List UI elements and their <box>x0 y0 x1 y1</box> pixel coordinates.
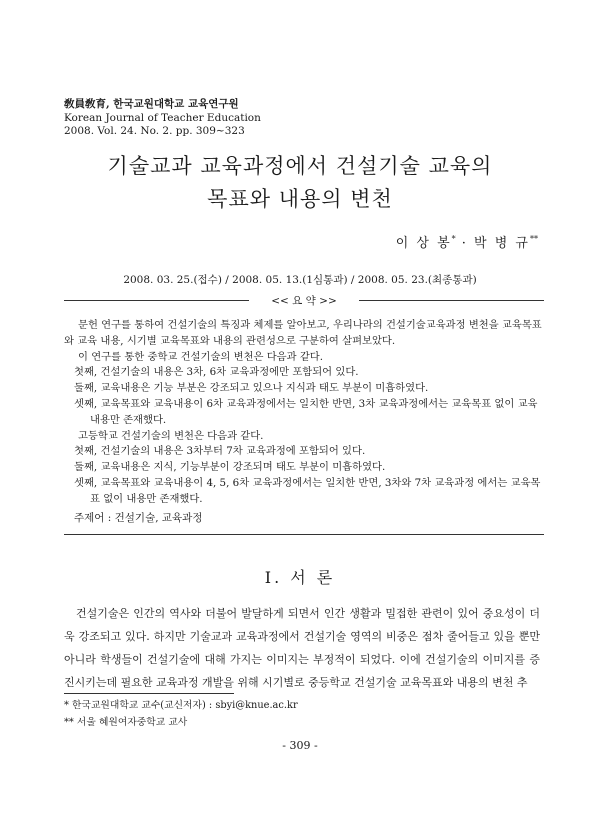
abstract-heading <box>64 293 544 307</box>
title-line-1: 기술교과 교육과정에서 건설기술 교육의 <box>107 154 493 178</box>
abstract-paragraph: 이 연구를 통한 중학교 건설기술의 변천은 다음과 같다. <box>78 350 324 363</box>
journal-name-korean: 敎員敎育, 한국교원대학교 교육연구원 <box>64 98 239 110</box>
abstract-list-item: 첫째, 건설기술의 내용은 3차, 6차 교육과정에만 포함되어 있다. <box>74 366 359 379</box>
author-1: 이 상 봉 <box>395 236 452 251</box>
page-number: - 309 - <box>282 739 318 752</box>
body-paragraph: 건설기술은 인간의 역사와 더불어 발달하게 되면서 인간 생활과 밀접한 관련이 있어 중요성이 더욱 강조되고 있다. 하지만 기술교과 교육과정에서 건설기술 영역의 비중은 점차 줄어들고 있을 뿐만 아니라 학생들이 건설기술에 대해 가지는 이미지는 부정적이 되었다. 이에 건설기술의 이미지를 증진시키는데 필요한 교육과정 개발을 위해 시기별로 중등학교 건설기술 교육목표와 내용의 변천 추 <box>64 607 540 689</box>
abstract-list-item: 셋째, 교육목표와 교육내용이 4, 5, 6차 교육과정에서는 일치한 반면, 3차와 7차 교육과정 에서는 교육목표 없이 내용만 존재했다. <box>74 476 541 505</box>
author-2: 박 병 규 <box>474 236 530 251</box>
abstract-bottom-rule <box>64 534 544 535</box>
keywords: 주제어 : 건설기술, 교육과정 <box>74 512 203 524</box>
journal-header <box>64 98 261 139</box>
abstract-paragraph: 문헌 연구를 통하여 건설기술의 특징과 체제를 알아보고, 우리나라의 건설기술교육과정 변천을 교육목표와 교육 내용, 시기별 교육목표와 내용의 관련성으로 구분하여 살펴보았다. <box>64 319 542 347</box>
author-separator: · <box>455 236 475 251</box>
footnotes <box>64 697 298 731</box>
paper-title <box>0 150 600 216</box>
abstract-body <box>64 318 544 508</box>
abstract-list-item: 첫째, 건설기술의 내용은 3차부터 7차 교육과정에 포함되어 있다. <box>74 445 366 458</box>
author-1-mark: * <box>451 234 456 244</box>
abstract-rule-right <box>359 300 544 301</box>
body-text <box>64 602 540 694</box>
abstract-list-item: 셋째, 교육목표와 교육내용이 6차 교육과정에서는 일치한 반면, 3차 교육과정에서는 교육목표 없이 교육내용만 존재했다. <box>74 397 538 426</box>
journal-name-english: Korean Journal of Teacher Education <box>64 111 261 124</box>
abstract-list-item: 둘째, 교육내용은 기능 부분은 강조되고 있으나 지식과 태도 부분이 미흡하였다. <box>74 382 429 395</box>
section-heading: Ⅰ. 서 론 <box>264 568 336 587</box>
journal-volume-info: 2008. Vol. 24. No. 2. pp. 309∼323 <box>64 125 245 137</box>
footnote-1: * 한국교원대학교 교수(교신저자) : sbyi@knue.ac.kr <box>64 700 298 711</box>
abstract-heading-label: << 요 약 >> <box>271 295 337 307</box>
title-line-2: 목표와 내용의 변천 <box>207 187 393 211</box>
footnote-rule <box>64 693 234 694</box>
abstract-list-item: 둘째, 교육내용은 지식, 기능부분이 강조되며 태도 부분이 미흡하였다. <box>74 461 386 474</box>
submission-dates: 2008. 03. 25.(접수) / 2008. 05. 13.(1심통과) / 2008. 05. 23.(최종통과) <box>123 274 477 286</box>
abstract-paragraph: 고등학교 건설기술의 변천은 다음과 같다. <box>78 429 264 442</box>
author-2-mark: ** <box>530 234 538 244</box>
author-line <box>396 232 538 251</box>
footnote-2: ** 서울 혜원여자중학교 교사 <box>64 717 188 728</box>
